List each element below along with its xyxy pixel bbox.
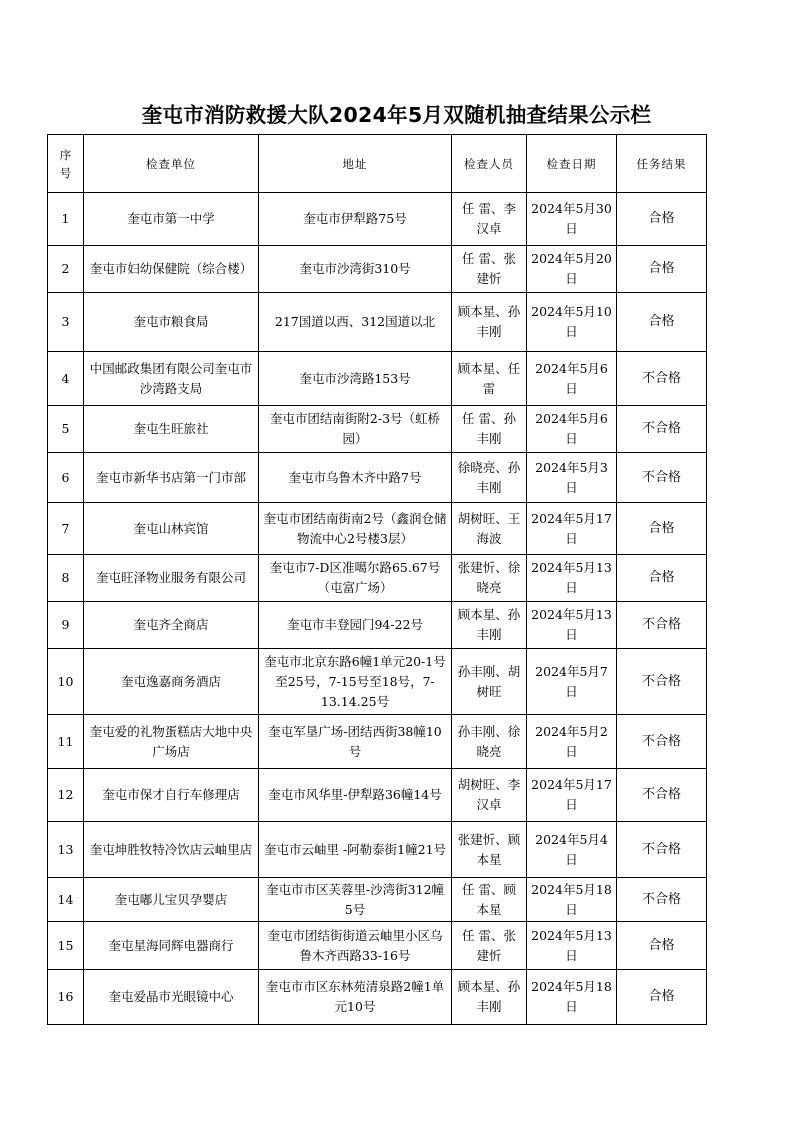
unit-address: 奎屯市云岫里 -阿勒泰街1幢21号 (259, 822, 452, 878)
row-number: 8 (48, 555, 84, 602)
inspection-result: 合格 (617, 246, 707, 293)
inspected-unit: 奎屯坤胜牧特冷饮店云岫里店 (84, 822, 259, 878)
inspected-unit: 奎屯旺泽物业服务有限公司 (84, 555, 259, 602)
row-number: 9 (48, 602, 84, 649)
inspected-unit: 奎屯市第一中学 (84, 193, 259, 246)
inspected-unit: 奎屯市保才自行车修理店 (84, 769, 259, 822)
inspection-result: 合格 (617, 193, 707, 246)
table-row (48, 769, 707, 822)
unit-address: 奎屯市团结南街南2号（鑫润仓储物流中心2号楼3层） (259, 503, 452, 555)
inspection-date: 2024年5月17日 (527, 503, 617, 555)
inspector-names: 顾本星、孙丰刚 (452, 602, 527, 649)
header-unit: 检查单位 (84, 135, 259, 193)
inspector-names: 胡树旺、王海波 (452, 503, 527, 555)
table-row (48, 246, 707, 293)
row-number: 10 (48, 649, 84, 715)
table-row (48, 602, 707, 649)
inspected-unit: 奎屯生旺旅社 (84, 406, 259, 453)
inspected-unit: 奎屯山林宾馆 (84, 503, 259, 555)
row-number: 11 (48, 715, 84, 769)
inspection-result: 不合格 (617, 406, 707, 453)
inspected-unit: 奎屯星海同辉电器商行 (84, 922, 259, 970)
header-date: 检查日期 (527, 135, 617, 193)
inspection-date: 2024年5月17日 (527, 769, 617, 822)
row-number: 15 (48, 922, 84, 970)
inspected-unit: 中国邮政集团有限公司奎屯市沙湾路支局 (84, 352, 259, 406)
inspector-names: 顾本星、孙丰刚 (452, 970, 527, 1025)
inspection-result: 不合格 (617, 352, 707, 406)
inspector-names: 张建忻、顾本星 (452, 822, 527, 878)
table-row (48, 970, 707, 1025)
inspection-result: 合格 (617, 503, 707, 555)
inspection-date: 2024年5月18日 (527, 970, 617, 1025)
row-number: 1 (48, 193, 84, 246)
inspector-names: 徐晓亮、孙丰刚 (452, 453, 527, 503)
header-inspectors: 检查人员 (452, 135, 527, 193)
unit-address: 奎屯市团结南街附2-3号（虹桥园） (259, 406, 452, 453)
row-number: 7 (48, 503, 84, 555)
header-result: 任务结果 (617, 135, 707, 193)
inspection-date: 2024年5月13日 (527, 555, 617, 602)
row-number: 16 (48, 970, 84, 1025)
inspector-names: 任 雷、张建忻 (452, 922, 527, 970)
inspected-unit: 奎屯市粮食局 (84, 293, 259, 352)
table-body (48, 193, 707, 1025)
inspection-result: 合格 (617, 970, 707, 1025)
inspector-names: 孙丰刚、徐晓亮 (452, 715, 527, 769)
inspector-names: 孙丰刚、胡树旺 (452, 649, 527, 715)
table-row (48, 878, 707, 922)
unit-address: 奎屯市丰登园门94-22号 (259, 602, 452, 649)
unit-address: 奎屯市乌鲁木齐中路7号 (259, 453, 452, 503)
inspection-result: 不合格 (617, 715, 707, 769)
inspection-result: 不合格 (617, 769, 707, 822)
table-row (48, 822, 707, 878)
unit-address: 奎屯市市区东林苑清泉路2幢1单元10号 (259, 970, 452, 1025)
table-row (48, 922, 707, 970)
table-row (48, 649, 707, 715)
inspection-result: 合格 (617, 922, 707, 970)
unit-address: 奎屯市市区芙蓉里-沙湾街312幢5号 (259, 878, 452, 922)
inspection-results-table (47, 134, 707, 1025)
inspector-names: 张建忻、徐晓亮 (452, 555, 527, 602)
row-number: 6 (48, 453, 84, 503)
inspection-date: 2024年5月4日 (527, 822, 617, 878)
table-row (48, 193, 707, 246)
table-row (48, 715, 707, 769)
inspected-unit: 奎屯爱晶市光眼镜中心 (84, 970, 259, 1025)
unit-address: 奎屯市北京东路6幢1单元20-1号至25号，7-15号至18号，7-13.14.25号 (259, 649, 452, 715)
inspection-date: 2024年5月20日 (527, 246, 617, 293)
inspected-unit: 奎屯逸嘉商务酒店 (84, 649, 259, 715)
inspection-result: 不合格 (617, 822, 707, 878)
inspection-date: 2024年5月2日 (527, 715, 617, 769)
inspection-date: 2024年5月30日 (527, 193, 617, 246)
inspected-unit: 奎屯爱的礼物蛋糕店大地中央广场店 (84, 715, 259, 769)
inspection-date: 2024年5月13日 (527, 922, 617, 970)
table-row (48, 555, 707, 602)
inspection-date: 2024年5月18日 (527, 878, 617, 922)
unit-address: 217国道以西、312国道以北 (259, 293, 452, 352)
row-number: 3 (48, 293, 84, 352)
unit-address: 奎屯市风华里-伊犁路36幢14号 (259, 769, 452, 822)
inspector-names: 顾本星、孙丰刚 (452, 293, 527, 352)
inspection-date: 2024年5月3日 (527, 453, 617, 503)
row-number: 5 (48, 406, 84, 453)
inspected-unit: 奎屯市新华书店第一门市部 (84, 453, 259, 503)
inspector-names: 任 雷、李汉卓 (452, 193, 527, 246)
inspector-names: 任 雷、顾本星 (452, 878, 527, 922)
header-address: 地址 (259, 135, 452, 193)
page-title: 奎屯市消防救援大队2024年5月双随机抽查结果公示栏 (141, 103, 652, 127)
unit-address: 奎屯市7-D区准噶尔路65.67号（屯富广场） (259, 555, 452, 602)
row-number: 14 (48, 878, 84, 922)
inspection-date: 2024年5月6日 (527, 352, 617, 406)
unit-address: 奎屯市沙湾路153号 (259, 352, 452, 406)
inspector-names: 胡树旺、李汉卓 (452, 769, 527, 822)
unit-address: 奎屯市团结街街道云岫里小区乌鲁木齐西路33-16号 (259, 922, 452, 970)
inspection-result: 不合格 (617, 649, 707, 715)
table-row (48, 406, 707, 453)
unit-address: 奎屯军垦广场-团结西街38幢10号 (259, 715, 452, 769)
row-number: 13 (48, 822, 84, 878)
row-number: 12 (48, 769, 84, 822)
table-header-row (48, 135, 707, 193)
inspected-unit: 奎屯嘟儿宝贝孕婴店 (84, 878, 259, 922)
table-row (48, 293, 707, 352)
table-row (48, 352, 707, 406)
row-number: 2 (48, 246, 84, 293)
inspector-names: 任 雷、张建忻 (452, 246, 527, 293)
inspection-result: 不合格 (617, 602, 707, 649)
row-number: 4 (48, 352, 84, 406)
inspector-names: 顾本星、任 雷 (452, 352, 527, 406)
inspected-unit: 奎屯齐全商店 (84, 602, 259, 649)
inspected-unit: 奎屯市妇幼保健院（综合楼） (84, 246, 259, 293)
unit-address: 奎屯市伊犁路75号 (259, 193, 452, 246)
inspection-date: 2024年5月6日 (527, 406, 617, 453)
inspection-result: 合格 (617, 555, 707, 602)
unit-address: 奎屯市沙湾街310号 (259, 246, 452, 293)
inspection-date: 2024年5月7日 (527, 649, 617, 715)
header-seq: 序号 (48, 135, 84, 193)
inspection-result: 合格 (617, 293, 707, 352)
table-row (48, 453, 707, 503)
inspection-result: 不合格 (617, 453, 707, 503)
inspection-date: 2024年5月13日 (527, 602, 617, 649)
inspection-result: 不合格 (617, 878, 707, 922)
inspector-names: 任 雷、孙丰刚 (452, 406, 527, 453)
inspection-date: 2024年5月10日 (527, 293, 617, 352)
table-row (48, 503, 707, 555)
